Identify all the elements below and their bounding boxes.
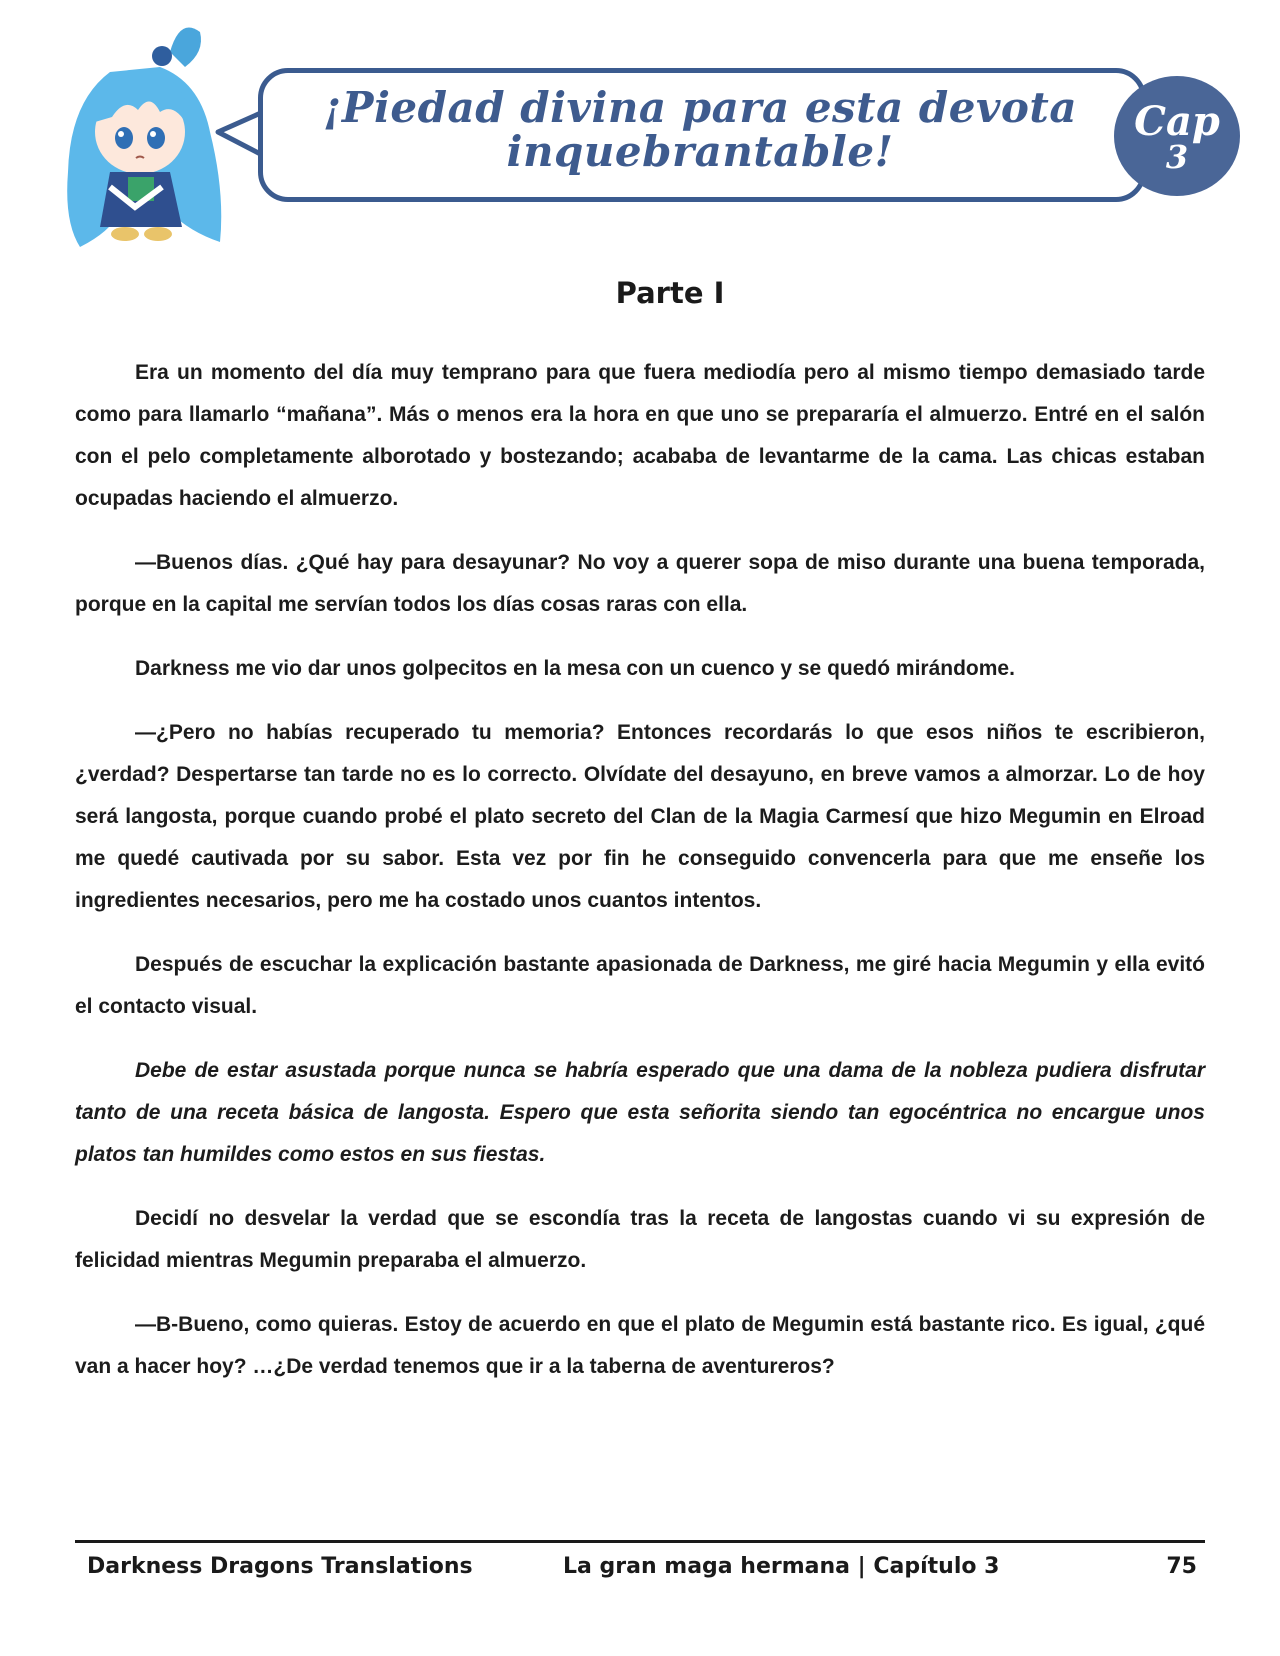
paragraph: Era un momento del día muy temprano para que fuera mediodía pero al mismo tiempo demasiado tarde como para llamarlo “mañana”. Más o menos era la hora en que uno se prepararía el almuerzo. Entré en el salón con el pelo completamente alborotado y bostezando; acababa de levantarme de la cama. Las chicas estaban ocupadas haciendo el almuerzo. [75, 361, 1205, 510]
chapter-title-line-2: inquebrantable! [506, 127, 894, 176]
page-number: 75 [1166, 1554, 1197, 1579]
paragraph: —Buenos días. ¿Qué hay para desayunar? No voy a querer sopa de miso durante una buena temporada, porque en la capital me servían todos los días cosas raras con ella. [75, 551, 1205, 616]
cap-label: Cap [1134, 98, 1220, 145]
footer-book-chapter: La gran maga hermana | Capítulo 3 [563, 1554, 1000, 1579]
chapter-header [0, 0, 1280, 260]
chapter-number-badge [1114, 76, 1240, 196]
section-heading: Parte I [615, 276, 725, 310]
paragraph-inner-thought: Debe de estar asustada porque nunca se habría esperado que una dama de la nobleza pudiera disfrutar tanto de una receta básica de langosta. Espero que esta señorita siendo tan egocéntrica no encargue unos platos tan humildes como estos en sus fiestas. [75, 1059, 1205, 1166]
chapter-title [300, 83, 1100, 176]
chapter-title-line-1: ¡Piedad divina para esta devota [322, 83, 1078, 132]
paragraph: Después de escuchar la explicación bastante apasionada de Darkness, me giré hacia Megumin y ella evitó el contacto visual. [75, 953, 1205, 1018]
cap-number: 3 [1165, 138, 1189, 176]
paragraph: —¿Pero no habías recuperado tu memoria? Entonces recordarás lo que esos niños te escribieron, ¿verdad? Despertarse tan tarde no es lo correcto. Olvídate del desayuno, en breve vamos a almorzar. Lo de hoy será langosta, porque cuando probé el plato secreto del Clan de la Magia Carmesí que hizo Megumin en Elroad me quedé cautivada por su sabor. Esta vez por fin he conseguido convencerla para que me enseñe los ingredientes necesarios, pero me ha costado unos cuantos intentos. [75, 721, 1205, 912]
footer-divider [75, 1540, 1205, 1543]
paragraph: Darkness me vio dar unos golpecitos en la mesa con un cuenco y se quedó mirándome. [135, 657, 1015, 680]
page-footer [75, 1548, 1205, 1588]
chibi-mascot-illustration [50, 12, 240, 252]
body-text [75, 352, 1205, 1410]
paragraph: Decidí no desvelar la verdad que se escondía tras la receta de langostas cuando vi su expresión de felicidad mientras Megumin preparaba el almuerzo. [75, 1207, 1205, 1272]
paragraph: —B-Bueno, como quieras. Estoy de acuerdo en que el plato de Megumin está bastante rico. Es igual, ¿qué van a hacer hoy? …¿De verdad tenemos que ir a la taberna de aventureros? [75, 1313, 1205, 1378]
footer-translator-credit: Darkness Dragons Translations [87, 1554, 473, 1579]
